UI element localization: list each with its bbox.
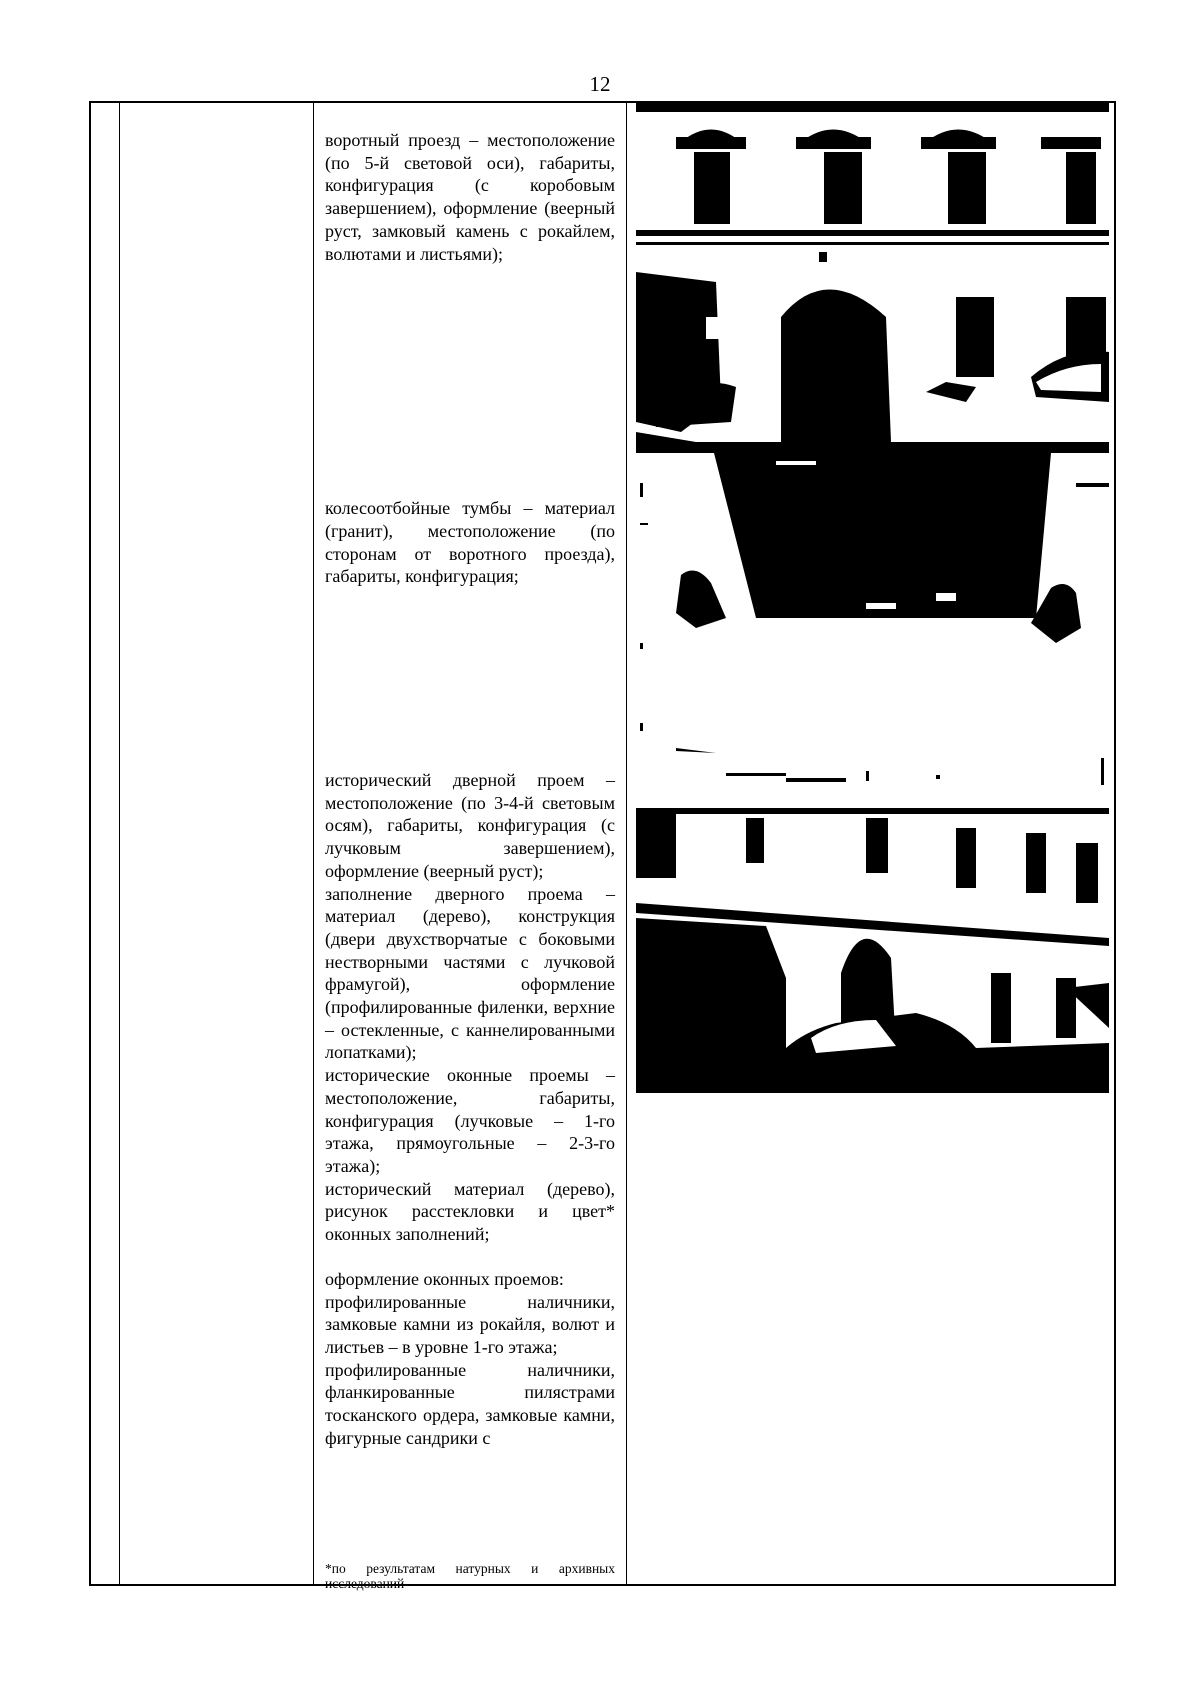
footnote: *по результатам натурных и архивных исследований — [325, 1561, 615, 1591]
paragraph-first-floor-decoration: профилированные наличники, замковые камни из рокайля, волют и листьев – в уровне 1-го этажа; — [325, 1291, 615, 1357]
paragraph-upper-floor-decoration: профилированные наличники, фланкированные пилястрами тосканского ордера, замковые камни, фигурные сандрики с — [325, 1359, 615, 1448]
gate-bollards-photo — [636, 453, 1109, 785]
paragraph-window-openings: исторические оконные проемы – местоположение, габариты, конфигурация (лучковые – 1-го этажа, прямоугольные – 2-3-го этажа); — [325, 1065, 615, 1176]
column-divider — [119, 103, 120, 1584]
paragraph-window-decoration: оформление оконных проемов: — [325, 1268, 564, 1289]
description-cell — [325, 129, 615, 1449]
paragraph-window-material: исторический материал (дерево), рисунок расстекловки и цвет* оконных заполнений; — [325, 1178, 615, 1245]
paragraph-gate-passage: воротный проезд – местоположение (по 5-й световой оси), габариты, конфигурация (с коробовым завершением), оформление (веерный руст, замковый камень с рокайлем, волютами и листьями); — [325, 130, 615, 264]
column-divider — [313, 103, 314, 1584]
paragraph-bollards: колесоотбойные тумбы – материал (гранит), местоположение (по сторонам от воротного проезда), габариты, конфигурация; — [325, 498, 615, 587]
document-table — [89, 101, 1116, 1591]
facade-gate-photo — [636, 102, 1109, 454]
facade-door-photo — [636, 808, 1109, 1093]
paragraph-door-opening: исторический дверной проем – местоположение (по 3-4-й световым осям), габариты, конфигурация (с лучковым завершением), оформление (веерный руст); — [325, 770, 615, 881]
paragraph-door-filling: заполнение дверного проема – материал (дерево), конструкция (двери двухстворчатые с боковыми нестворными частями с лучковой фрамугой), оформление (профилированные филенки, верхние – остекленные, с каннелированными лопатками); — [325, 883, 615, 1063]
column-divider — [626, 103, 627, 1584]
page-number: 12 — [589, 72, 611, 96]
